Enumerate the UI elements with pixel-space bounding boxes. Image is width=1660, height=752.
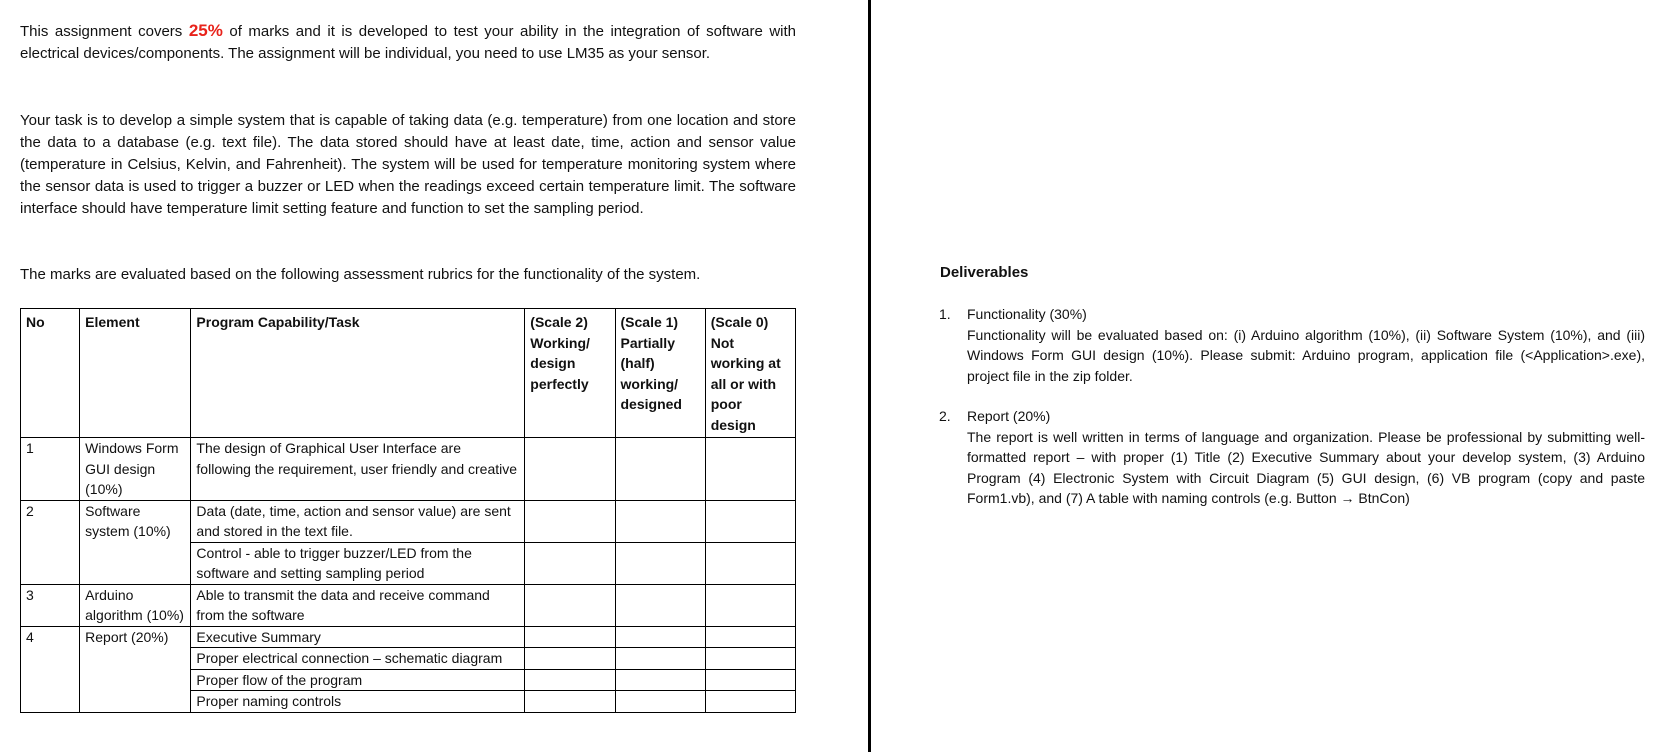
row2-task2: Control - able to trigger buzzer/LED from the software and setting sampling period <box>191 542 525 584</box>
row1-task: The design of Graphical User Interface are following the requirement, user friendly and creative <box>191 438 525 501</box>
deliverables-title: Deliverables <box>940 264 1029 281</box>
row4-no: 4 <box>21 626 80 712</box>
row1-scale2 <box>525 438 615 501</box>
row3-no: 3 <box>21 584 80 626</box>
row1-scale0 <box>705 438 795 501</box>
item2-heading: Report (20%) <box>967 408 1051 424</box>
row4-task1: Executive Summary <box>191 626 525 648</box>
table-row <box>21 500 796 542</box>
row3-scale2 <box>525 584 615 626</box>
header-capability: Program Capability/Task <box>191 309 525 438</box>
item1-body: Functionality will be evaluated based on: (i) Arduino algorithm (10%), (ii) Software System (10%), and (iii) Windows Form GUI design (10%). Please submit: Arduino program, application file (<Application>.exe), project file in the zip folder. <box>967 326 1645 384</box>
header-scale2: (Scale 2) Working/ design perfectly <box>525 309 615 438</box>
header-element: Element <box>80 309 191 438</box>
row4-element: Report (20%) <box>80 626 191 712</box>
intro-before: This assignment covers <box>20 23 189 40</box>
row4d-scale1 <box>615 691 705 713</box>
row2b-scale2 <box>525 542 615 584</box>
row1-no: 1 <box>21 438 80 501</box>
right-page <box>871 0 1660 752</box>
row2b-scale1 <box>615 542 705 584</box>
row3-task: Able to transmit the data and receive command from the software <box>191 584 525 626</box>
row3-scale1 <box>615 584 705 626</box>
item2-body: The report is well written in terms of language and organization. Please be professional by submitting well-formatted report – with proper (1) Title (2) Executive Summary about your develop system, (3) Arduino Program (4) Electronic System with Circuit Diagram (5) GUI design, (6) VB program (copy and paste Form1.vb), and (7) A table with naming controls (e.g. Button → BtnCon) <box>967 428 1645 506</box>
row4d-scale2 <box>525 691 615 713</box>
row4c-scale0 <box>705 669 795 691</box>
row4-task2: Proper electrical connection – schematic diagram <box>191 648 525 670</box>
task-paragraph: Your task is to develop a simple system that is capable of taking data (e.g. temperature) from one location and store the data to a database (e.g. text file). The data stored should have at least date, time, action and sensor value (temperature in Celsius, Kelvin, and Fahrenheit). The system will be used for temperature monitoring system where the sensor data is used to trigger a buzzer or LED when the readings exceed certain temperature limit. The software interface should have temperature limit setting feature and function to set the sampling period. <box>20 112 796 217</box>
row2a-scale0 <box>705 500 795 542</box>
row2-task1: Data (date, time, action and sensor value) are sent and stored in the text file. <box>191 500 525 542</box>
row4b-scale2 <box>525 648 615 670</box>
intro-paragraph <box>20 20 796 65</box>
row3-scale0 <box>705 584 795 626</box>
row2b-scale0 <box>705 542 795 584</box>
row4a-scale1 <box>615 626 705 648</box>
rubric-header-row <box>21 309 796 438</box>
row2a-scale2 <box>525 500 615 542</box>
table-row <box>21 438 796 501</box>
rubric-table <box>20 308 796 713</box>
row4-task3: Proper flow of the program <box>191 669 525 691</box>
row2a-scale1 <box>615 500 705 542</box>
header-no: No <box>21 309 80 438</box>
row2-element: Software system (10%) <box>80 500 191 584</box>
intro-after: of marks and it is developed to test your ability in the integration of software with electrical devices/components. The assignment will be individual, you need to use LM35 as your sensor. <box>20 23 796 62</box>
row4a-scale0 <box>705 626 795 648</box>
row4c-scale2 <box>525 669 615 691</box>
header-scale0: (Scale 0) Not working at all or with poor design <box>705 309 795 438</box>
deliverable-item-functionality <box>939 304 1645 386</box>
table-row <box>21 584 796 626</box>
marks-intro: The marks are evaluated based on the following assessment rubrics for the functionality of the system. <box>20 266 701 283</box>
row4b-scale0 <box>705 648 795 670</box>
intro-highlight: 25% <box>188 21 223 40</box>
table-row <box>21 626 796 648</box>
item2-number: 2. <box>939 408 951 424</box>
row1-element: Windows Form GUI design (10%) <box>80 438 191 501</box>
item1-number: 1. <box>939 306 951 322</box>
deliverable-item-report <box>939 406 1645 509</box>
row4d-scale0 <box>705 691 795 713</box>
row1-scale1 <box>615 438 705 501</box>
row4a-scale2 <box>525 626 615 648</box>
row4c-scale1 <box>615 669 705 691</box>
row4-task4: Proper naming controls <box>191 691 525 713</box>
row2-no: 2 <box>21 500 80 584</box>
row3-element: Arduino algorithm (10%) <box>80 584 191 626</box>
item1-heading: Functionality (30%) <box>967 306 1087 322</box>
header-scale1: (Scale 1) Partially (half) working/ designed <box>615 309 705 438</box>
row4b-scale1 <box>615 648 705 670</box>
